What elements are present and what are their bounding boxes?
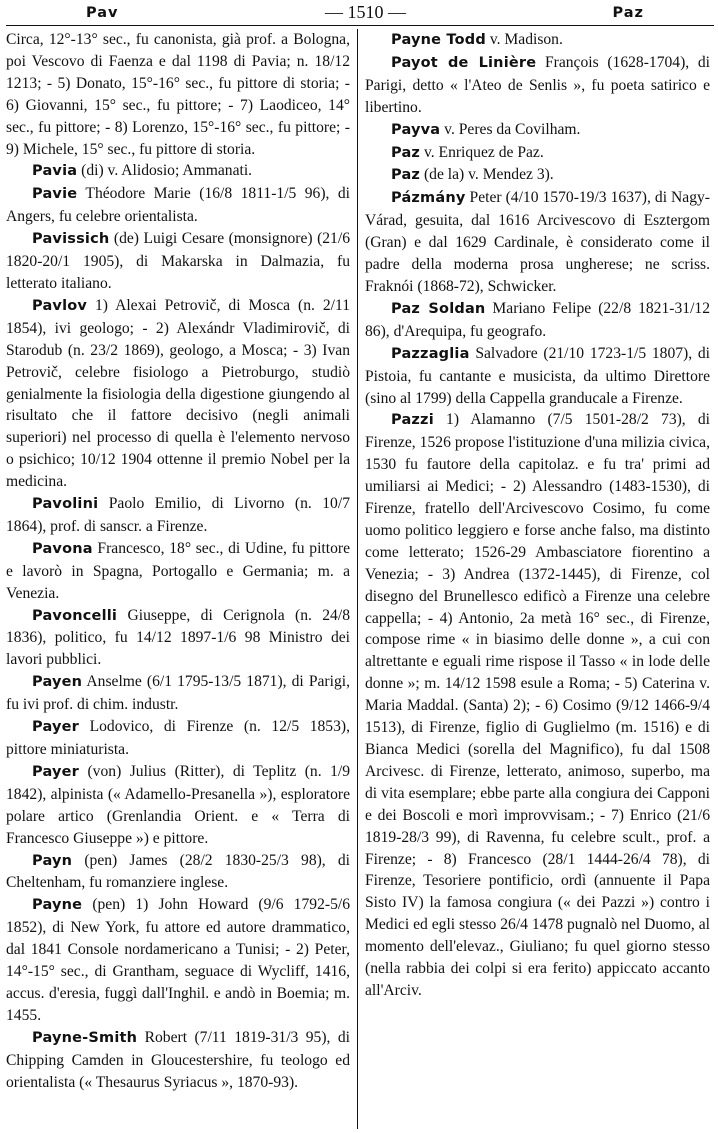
entry-headword: Pazzaglia bbox=[391, 345, 470, 362]
entry-headword: Pavie bbox=[32, 186, 78, 203]
entry-text: Circa, 12°-13° sec., fu canonista, già prof. a Bologna, poi Vescovo di Faenza e dal 1198 di Pavia; n. 18/12 1213; - 5) Donato, 15°-16° sec., fu pittore di storia; - 6) Giovanni, 15° sec., fu pittore; - 7) Laodiceo, 14° sec., fu pittore; - 8) Lorenzo, 15°-16° sec., fu pittore; - 9) Michele, 15° sec., fu pittore di storia. bbox=[6, 31, 350, 158]
dictionary-entry bbox=[6, 671, 350, 716]
entry-text: (pen) 1) John Howard (9/6 1792-5/6 1852), di New York, fu attore ed autore drammatico, dal 1841 Console nordamericano a Tunisi; - 2) Peter, 14°-15° sec., di Grantham, seguace di Wycliff, 1416, accus. d'eresia, fuggì dall'Inghil. e andò in Boemia; m. 1455. bbox=[6, 896, 350, 1024]
entry-headword: Payn bbox=[32, 852, 73, 869]
entry-headword: Pavlov bbox=[32, 297, 88, 314]
entry-text: Salvadore (21/10 1723-1/5 1807), di Pistoia, fu cantante e musicista, da ultimo Direttore (sino al 1799) della Cappella granducale a Firenze. bbox=[365, 344, 710, 407]
entry-headword: Pavissich bbox=[32, 231, 110, 248]
entry-headword: Pázmány bbox=[391, 190, 466, 207]
entry-text: 1) Alexai Petrovič, di Mosca (n. 2/11 1854), ivi geologo; - 2) Alexándr Vladimirovič, di Starodub (n. 23/2 1869), geologo, a Mosca; - 3) Ivan Petrovič, celebre fisiologo a Pietroburgo, studiò genialmente la fisiologia della digestione giungendo al risultato che il fattore decisivo (negli animali superiori) nel processo di quella è l'elemento nervoso o psichico; 10/12 1904 ottenne il premio Nobel per la medicina. bbox=[6, 296, 350, 491]
entry-headword: Pavona bbox=[32, 540, 93, 557]
entry-text: Giuseppe, di Cerignola (n. 24/8 1836), politico, fu 14/12 1897-1/6 98 Ministro dei lavori pubblici. bbox=[6, 606, 350, 669]
entry-text: (di) v. Alidosio; Ammanati. bbox=[77, 162, 253, 180]
entry-headword: Paz bbox=[391, 167, 421, 184]
entry-text: v. Madison. bbox=[485, 31, 563, 48]
header-left-guideword: Pav bbox=[86, 4, 119, 21]
entry-headword: Pavolini bbox=[32, 496, 99, 513]
dictionary-entry bbox=[365, 187, 710, 298]
text-columns bbox=[6, 29, 714, 1129]
entry-text: Peter (4/10 1570-19/3 1637), di Nagy-Várad, gesuita, dal 1616 Arcivescovo di Esztergom (Gran) e dal 1629 Cardinale, è considerato come il padre della moderna prosa ungherese; ne scriss. Fraknói (1868-72), Schwicker. bbox=[365, 189, 710, 295]
entry-text: Francesco, 18° sec., di Udine, fu pittore e lavorò in Spagna, Portogallo e Germania; m. a Venezia. bbox=[6, 539, 350, 602]
dictionary-entry bbox=[6, 228, 350, 295]
dictionary-entry bbox=[6, 538, 350, 605]
dictionary-entry bbox=[365, 29, 710, 52]
header-right-guideword: Paz bbox=[612, 4, 644, 21]
dictionary-entry bbox=[6, 716, 350, 761]
page-header bbox=[6, 0, 714, 26]
dictionary-entry bbox=[6, 605, 350, 672]
dictionary-entry bbox=[6, 493, 350, 538]
dictionary-entry bbox=[6, 29, 350, 160]
entry-headword: Payen bbox=[32, 674, 83, 691]
entry-headword: Payne Todd bbox=[391, 32, 486, 48]
entry-text: Paolo Emilio, di Livorno (n. 10/7 1864), prof. di sanscr. a Firenze. bbox=[6, 495, 350, 535]
dictionary-entry bbox=[365, 142, 710, 165]
dictionary-entry bbox=[365, 298, 710, 343]
dictionary-entry bbox=[365, 52, 710, 119]
entry-text: Robert (7/11 1819-31/3 95), di Chipping Camden in Gloucestershire, fu teologo ed orientalista (« Thesaurus Syriacus », 1870-93). bbox=[6, 1028, 350, 1091]
dictionary-entry bbox=[6, 850, 350, 895]
dictionary-entry bbox=[365, 164, 710, 187]
entry-text: Anselme (6/1 1795-13/5 1871), di Parigi, fu ivi prof. di chim. industr. bbox=[6, 673, 350, 714]
dictionary-entry bbox=[6, 295, 350, 493]
dictionary-entry bbox=[6, 183, 350, 228]
page-number: — 1510 — bbox=[325, 2, 406, 22]
dictionary-entry bbox=[6, 1027, 350, 1094]
entry-text: (de la) v. Mendez 3). bbox=[420, 166, 554, 184]
entry-text: Lodovico, di Firenze (n. 12/5 1853), pittore miniaturista. bbox=[6, 718, 350, 758]
entry-headword: Paz Soldan bbox=[391, 300, 486, 317]
dictionary-entry bbox=[365, 409, 710, 1001]
entry-headword: Pavoncelli bbox=[32, 607, 118, 624]
dictionary-entry bbox=[365, 343, 710, 410]
entry-text: François (1628-1704), di Parigi, detto « l'Ateo de Senlis », fu poeta satirico e libertino. bbox=[365, 53, 710, 116]
dictionary-entry bbox=[6, 894, 350, 1026]
left-column bbox=[6, 29, 358, 1129]
entry-text: (pen) James (28/2 1830-25/3 98), di Cheltenham, fu romanziere inglese. bbox=[6, 851, 350, 892]
entry-text: (de) Luigi Cesare (monsignore) (21/6 1820-20/1 1905), di Makarska in Dalmazia, fu letterato italiano. bbox=[6, 230, 350, 292]
entry-headword: Payer bbox=[32, 763, 80, 780]
entry-headword: Payot de Linière bbox=[391, 54, 537, 71]
entry-headword: Payer bbox=[32, 719, 80, 736]
dictionary-entry bbox=[6, 761, 350, 850]
dictionary-entry bbox=[6, 160, 350, 183]
entry-headword: Pavia bbox=[32, 163, 78, 180]
entry-text: v. Peres da Covilham. bbox=[440, 120, 581, 138]
right-column bbox=[358, 29, 710, 1129]
entry-headword: Payne bbox=[32, 897, 83, 914]
entry-text: 1) Alamanno (7/5 1501-28/2 73), di Firenze, 1526 propose l'istituzione d'una milizia civica, 1530 fu fautore della capitolaz. e fu tra' primi ad umiliarsi ai Medici; - 2) Alessandro (1483-1530), di Firenze, fratello dell'Arcivescovo Cosimo, fu come uomo politico leggiero e forse anche falso, ma distinto come letterato; 1526-29 Ambasciatore fiorentino a Venezia; - 3) Andrea (1372-1445), di Firenze, col disegno del Brunellesco edificò a Firenze una celebre cappella; - 4) Antonio, 2a metà 16° sec., di Firenze, compose rime « in biasimo delle donne », a cui con altrettante e eguali rime rispose il Tasso « in lode delle donne »; m. 14/12 1598 esule a Roma; - 5) Caterina v. Maria Maddal. (Santa) 2); - 6) Cosimo (9/12 1466-9/4 1513), di Firenze, figlio di Guglielmo (m. 1516) e di Bianca Medici (sorella del Magnifico), fu dal 1508 Arcivesc. di Firenze, letterato, animoso, superbo, ma di vita esemplare; ebbe parte alla congiura dei Capponi e dei Boscoli e morì improvvisam.; - 7) Enrico (21/6 1819-28/3 99), di Ravenna, fu celebre scult., prof. a Firenze; - 8) Francesco (28/1 1444-26/4 78), di Firenze, Tesoriere pontificio, ordì (annuente il Papa Sisto IV) la famosa congiura (« dei Pazzi ») contro i Medici ed egli stesso 26/4 1478 pugnalò nel Duomo, al momento dell'elevaz., Giuliano; fu quel giorno stesso (nella rabbia dei colpi si era ferito) appiccato accanto all'Arciv. bbox=[365, 411, 710, 999]
entry-headword: Pazzi bbox=[391, 412, 434, 429]
entry-text: Mariano Felipe (22/8 1821-31/12 86), d'Arequipa, fu geografo. bbox=[365, 299, 710, 340]
entry-text: Théodore Marie (16/8 1811-1/5 96), di Angers, fu celebre orientalista. bbox=[6, 185, 350, 226]
entry-text: (von) Julius (Ritter), di Teplitz (n. 1/9 1842), alpinista (« Adamello-Presanella »), esploratore polare artico (Grenlandia Orient. e « Terra di Francesco Giuseppe ») e pittore. bbox=[6, 762, 350, 847]
entry-headword: Payva bbox=[391, 121, 441, 138]
entry-headword: Payne-Smith bbox=[32, 1029, 138, 1046]
dictionary-entry bbox=[365, 119, 710, 142]
entry-text: v. Enriquez de Paz. bbox=[420, 143, 544, 161]
entry-headword: Paz bbox=[391, 144, 421, 161]
